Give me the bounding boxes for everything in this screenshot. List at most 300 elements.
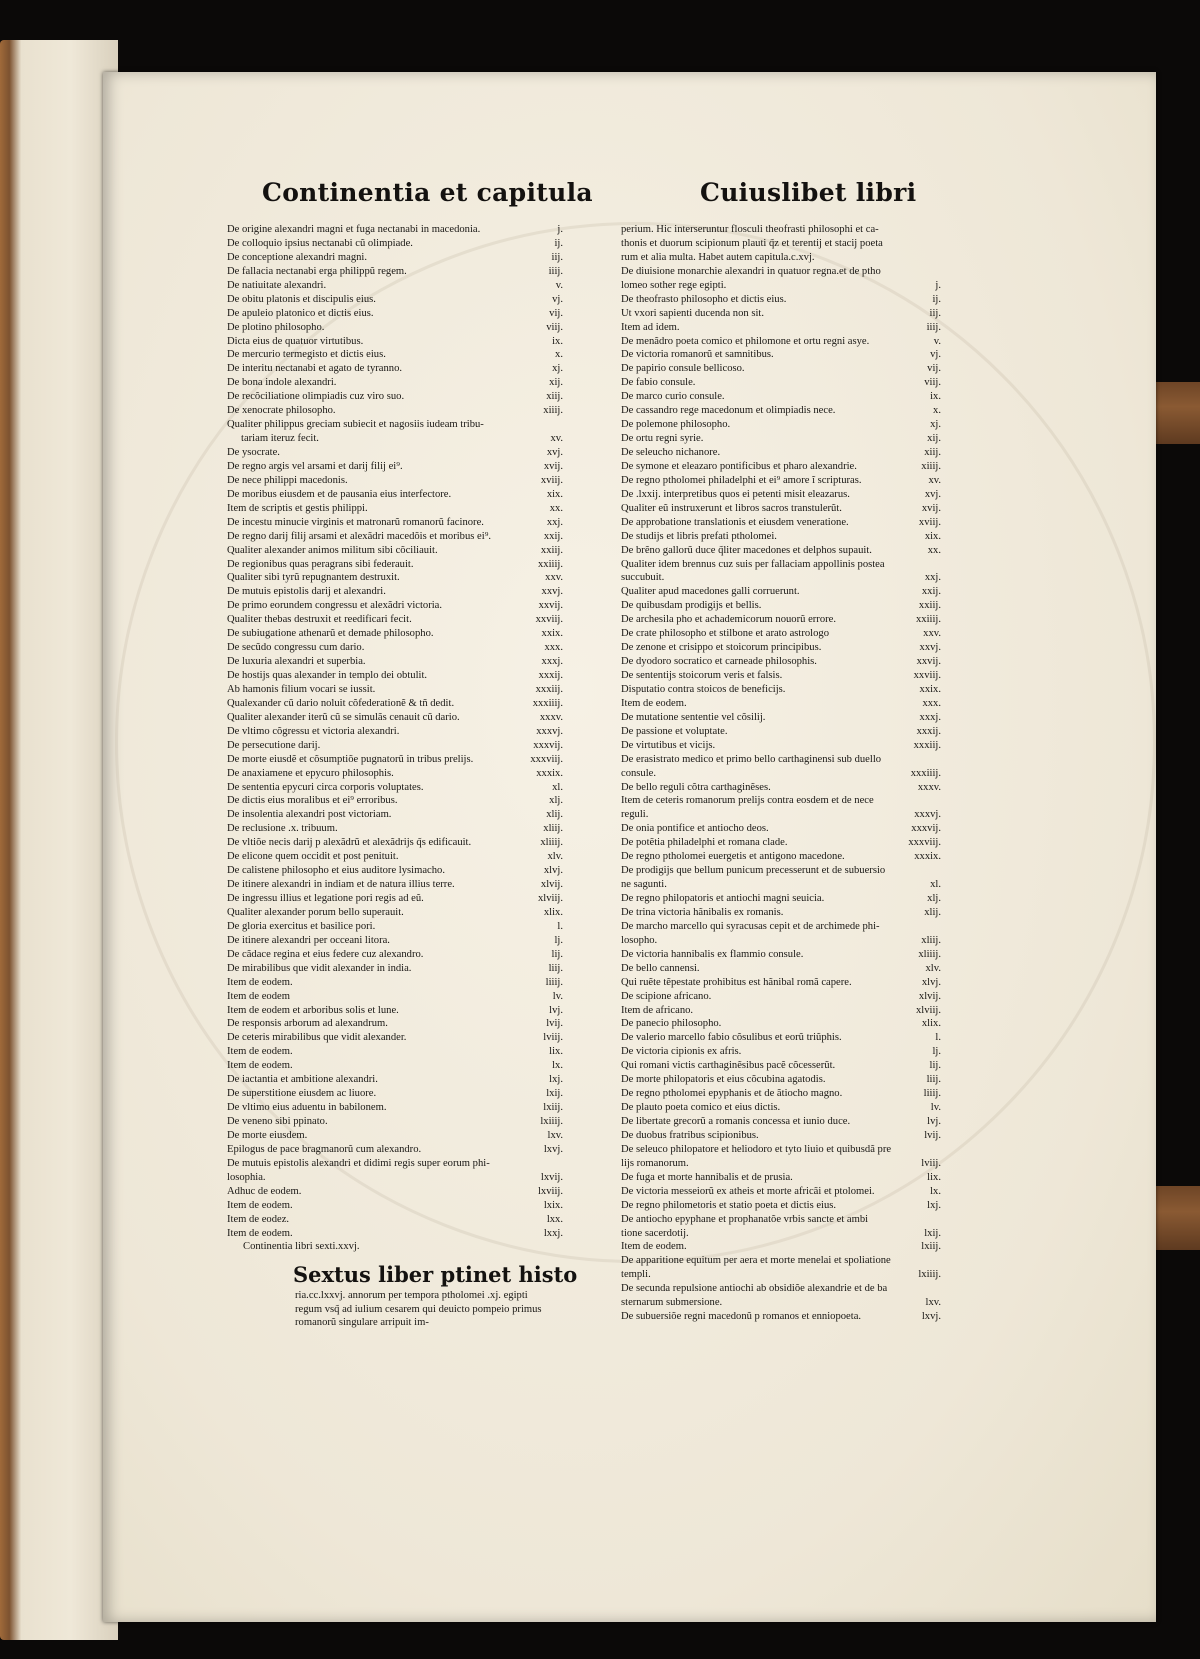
- entry-number: xxxiiij.: [910, 767, 941, 779]
- contents-entry: [621, 725, 941, 739]
- contents-entry: [621, 669, 941, 683]
- entry-number: xx.: [927, 544, 941, 556]
- entry-title: De onia pontifice et antiocho deos.: [621, 823, 769, 835]
- book-six-title: Sextus liber ptinet histo: [293, 1262, 578, 1287]
- contents-entry: [621, 1059, 941, 1073]
- entry-title: De panecio philosopho.: [621, 1018, 722, 1030]
- entry-title: Qui romani victis carthaginẽsibus pacẽ cõcesserũt.: [621, 1060, 836, 1072]
- entry-number: xxxvj.: [536, 725, 563, 737]
- entry-title: De primo eorundem congressu et alexãdri victoria.: [227, 600, 443, 612]
- contents-entry: [621, 613, 941, 627]
- contents-entry: [227, 446, 563, 460]
- entry-title: De superstitione eiusdem ac liuore.: [227, 1088, 377, 1100]
- entry-number: xxxix.: [536, 767, 563, 779]
- entry-title: succubuit.: [621, 572, 665, 584]
- entry-title: Item de eodem.: [227, 1046, 293, 1058]
- entry-number: xxix.: [919, 683, 941, 695]
- entry-title: De mutatione sententie vel cõsilij.: [621, 711, 766, 723]
- contents-entry: [621, 460, 941, 474]
- entry-title: De moribus eiusdem et de pausania eius interfectore.: [227, 488, 452, 500]
- entry-title: De itinere alexandri in indiam et de natura illius terre.: [227, 879, 455, 891]
- entry-title: De valerio marcello fabio cõsulibus et eorũ triũphis.: [621, 1032, 842, 1044]
- entry-number: xv.: [550, 433, 563, 445]
- entry-number: xxxv.: [917, 781, 941, 793]
- entry-number: xl.: [552, 781, 563, 793]
- entry-number: lx.: [552, 1060, 563, 1072]
- entry-title: Item de eodem.: [621, 697, 687, 709]
- entry-title: Qui ruẽte tẽpestate prohibitus est hãnibal romã capere.: [621, 976, 852, 988]
- entry-number: xl.: [930, 879, 941, 891]
- entry-title: Qualiter idem brennus cuz suis per fallaciam appollinis postea: [621, 558, 885, 570]
- entry-title: De recõciliatione olimpiadis cuz viro suo.: [227, 391, 405, 403]
- entry-number: xxxj.: [919, 711, 941, 723]
- entry-title: De reclusione .x. tribuum.: [227, 823, 338, 835]
- entry-number: xiij.: [546, 391, 563, 403]
- contents-entry: [621, 544, 941, 558]
- entry-number: xiiij.: [543, 405, 563, 417]
- contents-entry: [621, 767, 941, 781]
- entry-title: Item de scriptis et gestis philippi.: [227, 502, 368, 514]
- contents-entry: [227, 279, 563, 293]
- contents-entry: [621, 446, 941, 460]
- contents-entry: [227, 265, 563, 279]
- entry-title: De regno philometoris et statio poeta et dictis eius.: [621, 1199, 837, 1211]
- contents-entry: [621, 990, 941, 1004]
- contents-entry: [621, 404, 941, 418]
- entry-number: lxx.: [546, 1213, 563, 1225]
- entry-number: j.: [557, 224, 563, 235]
- entry-number: lv.: [552, 990, 563, 1002]
- contents-entry: [227, 711, 563, 725]
- entry-title: De ysocrate.: [227, 447, 280, 458]
- entry-title: lijs romanorum.: [621, 1157, 689, 1169]
- contents-entry: [621, 1129, 941, 1143]
- contents-entry: [227, 418, 563, 432]
- entry-number: xxxix.: [914, 851, 941, 863]
- entry-number: xxxiij.: [913, 739, 941, 751]
- entry-title: Ab hamonis filium vocari se iussit.: [227, 683, 376, 695]
- entry-number: xxix.: [541, 628, 563, 640]
- entry-title: Item de eodez.: [227, 1213, 290, 1225]
- entry-number: xxiij.: [918, 600, 941, 612]
- contents-entry: [227, 892, 563, 906]
- contents-entry: [621, 585, 941, 599]
- entry-number: xxx.: [922, 697, 941, 709]
- entry-title: De victoria messeiorũ ex atheis et morte africãi et ptolomei.: [621, 1185, 875, 1197]
- entry-title: De zenone et crisippo et stoicorum principibus.: [621, 642, 822, 654]
- entry-title: De fallacia nectanabi erga philippũ regem.: [227, 265, 407, 277]
- entry-number: xxxij.: [916, 725, 941, 737]
- entry-number: xxxvj.: [914, 809, 941, 821]
- contents-entry: [227, 390, 563, 404]
- entry-number: lix.: [549, 1046, 563, 1058]
- entry-number: lxvj.: [921, 1311, 941, 1323]
- entry-title: De insolentia alexandri post victoriam.: [227, 809, 392, 821]
- entry-title: Adhuc de eodem.: [227, 1185, 302, 1197]
- contents-entry: [621, 962, 941, 976]
- contents-entry: [621, 1213, 941, 1227]
- entry-number: [525, 1157, 563, 1171]
- entry-title: De incestu minucie virginis et matronarũ romanorũ facinore.: [227, 516, 484, 528]
- entry-title: De ortu regni syrie.: [621, 433, 704, 445]
- entry-number: xxxviij.: [908, 837, 941, 849]
- entry-title: losophia.: [227, 1171, 266, 1183]
- entry-number: liij.: [548, 962, 563, 974]
- entry-title: De anaxiamene et epycuro philosophis.: [227, 767, 394, 779]
- contents-entry: [227, 460, 563, 474]
- entry-number: lviij.: [543, 1032, 563, 1044]
- contents-entry: [227, 335, 563, 349]
- entry-number: ix.: [552, 335, 563, 347]
- contents-entry: [227, 1115, 563, 1129]
- contents-entry: [227, 1157, 563, 1171]
- entry-title: De libertate grecorũ a romanis concessa et iunio duce.: [621, 1116, 851, 1127]
- contents-entry: [227, 516, 563, 530]
- entry-title: Item de eodem et arboribus solis et lune.: [227, 1004, 399, 1016]
- contents-entry: [621, 850, 941, 864]
- entry-title: De vltimo cõgressu et victoria alexandri.: [227, 725, 400, 737]
- entry-title: Epilogus de pace bragmanorũ cum alexandro.: [227, 1143, 422, 1155]
- entry-title: De subuersiõe regni macedonũ p romanos et enniopoeta.: [621, 1311, 862, 1323]
- contents-entry: [227, 599, 563, 613]
- contents-entry: [621, 1004, 941, 1018]
- entry-title: tione sacerdotij.: [621, 1227, 689, 1239]
- entry-title: De marcho marcello qui syracusas cepit et de archimede phi-: [621, 920, 880, 932]
- entry-number: xj.: [930, 419, 941, 431]
- entry-title: Qualiter thebas destruxit et reedificari fecit.: [227, 614, 412, 626]
- entry-title: lomeo sother rege egipti.: [621, 279, 727, 291]
- contents-entry: [227, 544, 563, 558]
- entry-title: reguli.: [621, 809, 649, 821]
- entry-title: De elicone quem occidit et post penituit.: [227, 851, 399, 863]
- contents-entry: [227, 530, 563, 544]
- entry-title: De archesila pho et achademicorum nouorũ errore.: [621, 614, 837, 626]
- contents-entry: [621, 1240, 941, 1254]
- contents-entry: [227, 1031, 563, 1045]
- entry-title: Qualexander cũ dario noluit cõfederationẽ & tñ dedit.: [227, 697, 455, 709]
- contents-entry: [227, 474, 563, 488]
- entry-number: [903, 251, 941, 265]
- entry-number: lviij.: [921, 1157, 941, 1169]
- entry-title: De morte philopatoris et eius cõcubina agatodis.: [621, 1074, 826, 1086]
- entry-title: De polemone philosopho.: [621, 419, 731, 431]
- contents-entry: [621, 571, 941, 585]
- entry-number: xxxvij.: [911, 823, 941, 835]
- contents-entry: [227, 739, 563, 753]
- contents-entry: [227, 571, 563, 585]
- contents-entry: [227, 976, 563, 990]
- contents-entry: [227, 585, 563, 599]
- entry-title: Item ad idem.: [621, 321, 680, 333]
- contents-entry: [227, 767, 563, 781]
- entry-number: viij.: [924, 377, 941, 389]
- contents-entry: [621, 1017, 941, 1031]
- entry-number: x.: [933, 405, 941, 417]
- contents-entry: [227, 794, 563, 808]
- contents-entry: [621, 502, 941, 516]
- entry-number: xxvj.: [919, 642, 941, 654]
- contents-entry: [621, 1254, 941, 1268]
- entry-title: De bello cannensi.: [621, 962, 700, 974]
- contents-entry: [621, 1031, 941, 1045]
- contents-entry: [621, 1296, 941, 1310]
- contents-entry: [621, 906, 941, 920]
- entry-title: De fabio consule.: [621, 377, 696, 389]
- entry-title: Item de ceteris romanorum prelijs contra eosdem et de nece: [621, 795, 874, 807]
- entry-title: De trina victoria hãnibalis ex romanis.: [621, 906, 784, 918]
- entry-number: [903, 1254, 941, 1268]
- contents-entry: [227, 1129, 563, 1143]
- contents-entry: [227, 1185, 563, 1199]
- contents-entry: [227, 697, 563, 711]
- entry-title: De hostijs quas alexander in templo dei obtulit.: [227, 670, 428, 681]
- contents-entry: [227, 251, 563, 265]
- entry-title: De bona indole alexandri.: [227, 377, 337, 389]
- contents-entry: [227, 223, 563, 237]
- entry-title: De approbatione translationis et eiusdem veneratione.: [621, 516, 849, 528]
- entry-title: Disputatio contra stoicos de beneficijs.: [621, 683, 786, 695]
- entry-number: xlj.: [549, 795, 563, 807]
- entry-number: lxj.: [927, 1199, 941, 1211]
- contents-entry: [621, 655, 941, 669]
- contents-entry: [621, 530, 941, 544]
- entry-title: Qualiter philippus greciam subiecit et nagosiis iudeam tribu-: [227, 419, 484, 431]
- entry-title: De mutuis epistolis darij et alexandri.: [227, 586, 386, 598]
- entry-number: lij.: [551, 948, 563, 960]
- entry-number: lxiiij.: [918, 1269, 941, 1281]
- entry-title: Qualiter sibi tyrũ repugnantem destruxit.: [227, 572, 400, 584]
- contents-entry: [227, 558, 563, 572]
- contents-entry: [621, 864, 941, 878]
- contents-entry: [621, 1045, 941, 1059]
- entry-number: xxxj.: [541, 656, 563, 668]
- entry-title: De origine alexandri magni et fuga nectanabi in macedonia.: [227, 224, 481, 235]
- entry-title: De seleucho nichanore.: [621, 447, 721, 458]
- entry-title: De itinere alexandri per occeani litora.: [227, 934, 390, 946]
- contents-entry: [621, 1199, 941, 1213]
- entry-title: sternarum submersione.: [621, 1297, 723, 1309]
- entry-title: Item de eodem: [227, 990, 290, 1002]
- contents-entry: [621, 683, 941, 697]
- entry-title: De subiugatione athenarũ et demade philosopho.: [227, 628, 434, 640]
- contents-entry: [227, 822, 563, 836]
- entry-title: De brẽno gallorũ duce q̃liter macedones et delphos supauit.: [621, 544, 872, 556]
- contents-entry: [227, 850, 563, 864]
- entry-title: ne sagunti.: [621, 879, 667, 891]
- book-six-intro: ria.cc.lxxvj. annorum per tempora ptholomei .xj. egipti regum vsq̃ ad iulium cesarem qui deuicto pompeio primus romanorũ singulare arripuit im-: [295, 1290, 542, 1328]
- entry-number: lv.: [930, 1102, 941, 1114]
- contents-entry: [621, 1073, 941, 1087]
- entry-number: lj.: [554, 934, 563, 946]
- entry-title: thonis et duorum scipionum plauti q̃z et terentij et stacij poeta: [621, 237, 883, 249]
- entry-number: xix.: [924, 530, 941, 542]
- contents-entry: [227, 627, 563, 641]
- contents-entry: [621, 1157, 941, 1171]
- entry-title: De seleuco philopatore et heliodoro et tyto liuio et quibusdã pre: [621, 1143, 892, 1155]
- contents-entry: [227, 1073, 563, 1087]
- entry-title: De veneno sibi ppinato.: [227, 1116, 328, 1127]
- contents-entry: [227, 808, 563, 822]
- entry-number: ij.: [932, 293, 941, 305]
- contents-entry: [621, 1227, 941, 1241]
- entry-title: De persecutione darij.: [227, 739, 321, 751]
- contents-entry: [621, 1143, 941, 1157]
- entry-number: xij.: [549, 377, 563, 389]
- entry-title: De regno ptholomei euergetis et antigono macedone.: [621, 851, 845, 863]
- entry-number: lxij.: [546, 1088, 563, 1100]
- contents-entry: [227, 725, 563, 739]
- entry-title: De diuisione monarchie alexandri in quatuor regna.et de ptho: [621, 265, 881, 277]
- entry-number: xliiij.: [918, 948, 941, 960]
- entry-title: De secũdo congressu cum dario.: [227, 642, 365, 654]
- contents-entry: [621, 794, 941, 808]
- entry-number: xlij.: [546, 809, 563, 821]
- contents-entry: [227, 502, 563, 516]
- entry-title: De prodigijs que bellum punicum precesserunt et de subuersio: [621, 865, 886, 877]
- entry-number: lxij.: [924, 1227, 941, 1239]
- entry-number: lix.: [927, 1171, 941, 1183]
- entry-number: lj.: [932, 1046, 941, 1058]
- entry-number: xvij.: [543, 460, 563, 472]
- entry-title: De .lxxij. interpretibus quos ei petenti misit eleazarus.: [621, 488, 850, 500]
- entry-number: [903, 1282, 941, 1296]
- entry-number: lxj.: [549, 1074, 563, 1086]
- entry-title: De morte eiusdẽ et cõsumptiõe pugnatorũ in tribus prelijs.: [227, 753, 474, 765]
- entry-title: De vltiõe necis darij p alexãdrũ et alexãdrijs q̃s edificauit.: [227, 837, 472, 849]
- entry-number: xxvj.: [541, 586, 563, 598]
- entry-number: lxiij.: [543, 1102, 563, 1114]
- contents-entry: [621, 697, 941, 711]
- entry-number: lxiiij.: [540, 1116, 563, 1127]
- entry-number: xix.: [546, 488, 563, 500]
- entry-number: lxvij.: [540, 1171, 563, 1183]
- entry-number: [525, 418, 563, 432]
- entry-title: De fuga et morte hannibalis et de prusia.: [621, 1171, 793, 1183]
- entry-number: lxv.: [925, 1297, 941, 1309]
- contents-entry: [227, 1045, 563, 1059]
- entry-title: De gloria exercitus et basilice pori.: [227, 920, 376, 932]
- entry-number: xxj.: [546, 516, 563, 528]
- contents-entry: [227, 237, 563, 251]
- entry-number: [903, 237, 941, 251]
- entry-number: xxxviij.: [530, 753, 563, 765]
- entry-title: De interitu nectanabi et agato de tyranno.: [227, 363, 403, 375]
- entry-title: De secunda repulsione antiochi ab obsidiõe alexandrie et de ba: [621, 1283, 888, 1295]
- contents-entry: [621, 432, 941, 446]
- entry-title: De erasistrato medico et primo bello carthaginensi sub duello: [621, 753, 882, 765]
- contents-entry: [227, 990, 563, 1004]
- entry-title: Qualiter alexander animos militum sibi cõciliauit.: [227, 544, 438, 556]
- contents-entry: [227, 683, 563, 697]
- entry-title: De colloquio ipsius nectanabi cũ olimpiade.: [227, 237, 413, 249]
- entry-title: De potẽtia philadelphi et romana clade.: [621, 837, 788, 849]
- contents-entry: [621, 390, 941, 404]
- entry-title: Item de eodem.: [227, 976, 293, 988]
- contents-entry: [621, 1087, 941, 1101]
- entry-number: lxix.: [543, 1199, 563, 1211]
- contents-entry: [227, 1087, 563, 1101]
- contents-entry: [621, 739, 941, 753]
- entry-number: iiij.: [548, 265, 563, 277]
- entry-number: xxviij.: [913, 670, 941, 681]
- contents-entry: [227, 376, 563, 390]
- entry-number: xxvij.: [916, 656, 941, 668]
- entry-title: De regionibus quas peragrans sibi federauit.: [227, 558, 414, 570]
- entry-title: De xenocrate philosopho.: [227, 405, 336, 417]
- entry-number: xliij.: [921, 934, 941, 946]
- entry-number: l.: [557, 920, 563, 932]
- contents-entry: [227, 641, 563, 655]
- contents-entry: [227, 781, 563, 795]
- contents-entry: [621, 920, 941, 934]
- entry-number: xx.: [549, 502, 563, 514]
- contents-entry: [227, 962, 563, 976]
- contents-entry: [621, 599, 941, 613]
- entry-number: xlviij.: [915, 1004, 941, 1016]
- entry-title: De victoria cipionis ex afris.: [621, 1046, 742, 1058]
- contents-entry: [621, 1101, 941, 1115]
- entry-number: xlvj.: [543, 865, 563, 877]
- contents-entry: [621, 321, 941, 335]
- entry-number: xliij.: [543, 823, 563, 835]
- entry-title: consule.: [621, 767, 657, 779]
- entry-title: De apuleio platonico et dictis eius.: [227, 307, 374, 319]
- contents-entry: [621, 781, 941, 795]
- continentia-closing-line: Continentia libri sexti.xxvj.: [243, 1241, 360, 1253]
- entry-number: xij.: [927, 433, 941, 445]
- entry-number: [903, 265, 941, 279]
- entry-title: De iactantia et ambitione alexandri.: [227, 1074, 378, 1086]
- entry-title: Item de eodem.: [227, 1227, 293, 1239]
- entry-title: De vltimo eius aduentu in babilonem.: [227, 1102, 387, 1114]
- entry-number: lxiij.: [921, 1241, 941, 1253]
- entry-number: xlix.: [543, 906, 563, 918]
- contents-entry: [621, 293, 941, 307]
- entry-number: lvj.: [927, 1116, 941, 1127]
- entry-title: Qualiter alexander iterũ cũ se simulãs cenauit cũ dario.: [227, 711, 460, 723]
- entry-title: De ingressu illius et legatione pori regis ad eũ.: [227, 893, 424, 904]
- entry-number: [903, 1143, 941, 1157]
- entry-number: xlix.: [921, 1018, 941, 1030]
- contents-entry: [621, 1115, 941, 1129]
- entry-title: De ceteris mirabilibus que vidit alexander.: [227, 1032, 407, 1044]
- entry-number: lxvj.: [543, 1143, 563, 1155]
- contents-column-left: [227, 223, 563, 1254]
- entry-number: xxxiij.: [535, 683, 563, 695]
- entry-title: losopho.: [621, 934, 658, 946]
- contents-entry: [621, 641, 941, 655]
- contents-entry: [621, 1310, 941, 1324]
- contents-entry: [621, 558, 941, 572]
- contents-entry: [621, 711, 941, 725]
- contents-entry: [227, 321, 563, 335]
- entry-number: xlvij.: [918, 990, 941, 1002]
- entry-title: rum et alia multa. Habet autem capitula.c.xvj.: [621, 251, 815, 263]
- contents-entry: [621, 1268, 941, 1282]
- entry-number: xiiij.: [921, 460, 941, 472]
- contents-entry: [621, 335, 941, 349]
- entry-title: De victoria romanorũ et samnitibus.: [621, 349, 774, 361]
- contents-entry: [621, 279, 941, 293]
- contents-entry: [621, 265, 941, 279]
- entry-title: Qualiter apud macedones galli corruerunt.: [621, 586, 800, 598]
- entry-number: xlvj.: [921, 976, 941, 988]
- entry-number: lxviij.: [537, 1185, 563, 1197]
- contents-entry: [621, 627, 941, 641]
- entry-number: xxj.: [924, 572, 941, 584]
- contents-entry: [227, 293, 563, 307]
- entry-number: xxxiiij.: [532, 697, 563, 709]
